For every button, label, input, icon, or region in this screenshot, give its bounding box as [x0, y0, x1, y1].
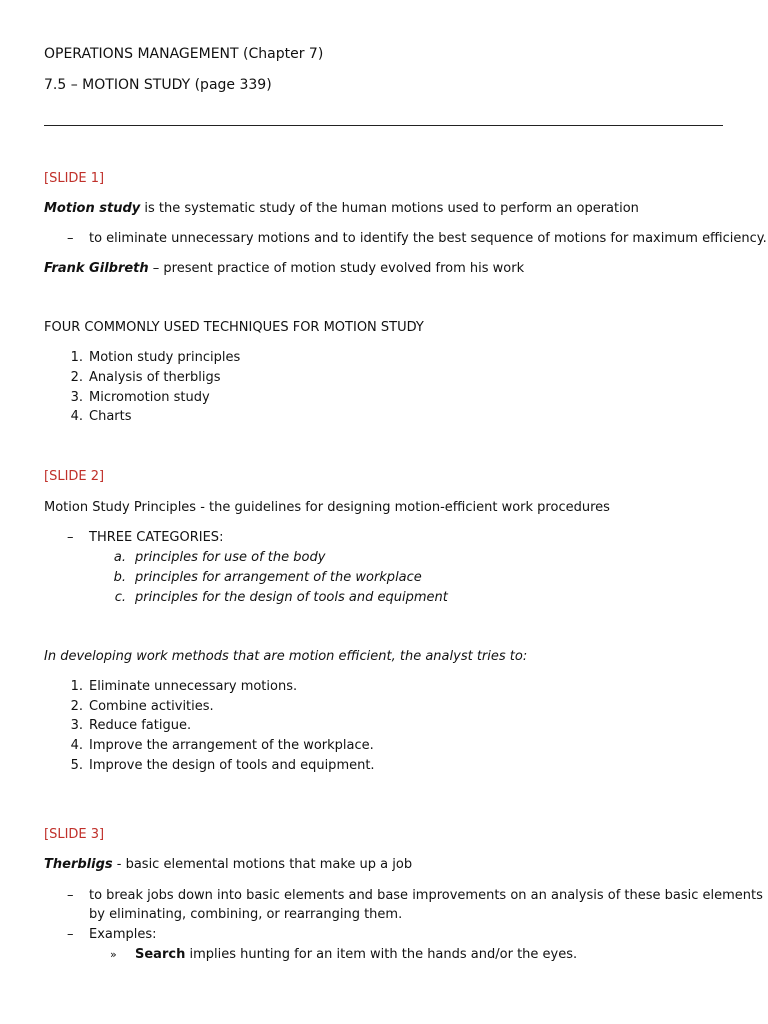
- categories-heading: THREE CATEGORIES:: [89, 530, 224, 545]
- bullet-text: to break jobs down into basic elements and base improvements on an analysis of these basic elements: [89, 888, 763, 903]
- list-item-text: Combine activities.: [89, 699, 214, 714]
- list-item-text: Motion study principles: [89, 350, 241, 365]
- list-item-text: Analysis of therbligs: [89, 370, 221, 385]
- therbligs-definition: [44, 856, 412, 873]
- list-item-text: Reduce fatigue.: [89, 718, 192, 733]
- principles-definition: [44, 499, 610, 516]
- document-title: OPERATIONS MANAGEMENT (Chapter 7): [44, 46, 324, 62]
- raquo-bullet-icon: »: [110, 948, 117, 961]
- intro-paragraph: In developing work methods that are motion efficient, the analyst tries to:: [44, 649, 528, 664]
- definition-text: – present practice of motion study evolved from his work: [148, 261, 525, 276]
- document-page: OPERATIONS MANAGEMENT (Chapter 7) 7.5 – MOTION STUDY (page 339) [SLIDE 1] Motion study is the systematic study of the human motions used to perform an operation – to eliminate unnecessary motions and to identify the best sequence of motions for maximum efficiency. Frank Gilbreth – present practice of motion study evolved from his work FOUR COMMONLY USED TECHNIQUES FOR MOTION STUDY 1. Motion study principles 2. Analysis of therbligs 3. Micromotion study 4. Charts [SLIDE 2] Motion Study Principles - the guidelines for designing motion-efficient work procedures – THREE CATEGORIES: a. principles for use of the body b. principles for arrangement of the workplace c. principles for the design of tools and equipment In developing work methods that are motion efficient, the analyst tries to: 1. Eliminate unnecessary motions. 2. Combine activities. 3. Reduce fatigue. 4. Improve the arrangement of the workplace. 5. Improve the design of tools and equipment. [SLIDE 3] Therbligs - basic elemental motions that make up a job – to break jobs down into basic elements and base improvements on an analysis of these basic elements by eliminating, combining, or rearranging them. – Examples: » Search implies hunting for an item with the hands and/or the eyes.: [44, 46, 767, 962]
- bullet-text: to eliminate unnecessary motions and to identify the best sequence of motions for maximum efficiency.: [89, 231, 767, 246]
- example-text: [135, 946, 577, 963]
- dash-bullet-icon: –: [67, 927, 74, 942]
- dash-bullet-icon: –: [67, 231, 74, 246]
- definition-text: - the guidelines for designing motion-efficient work procedures: [196, 500, 610, 515]
- list-item-text: Eliminate unnecessary motions.: [89, 679, 298, 694]
- term: Frank Gilbreth: [44, 261, 149, 276]
- techniques-heading: FOUR COMMONLY USED TECHNIQUES FOR MOTION STUDY: [44, 320, 424, 335]
- sub-list-text: principles for the design of tools and equipment: [135, 590, 448, 605]
- list-item-text: Micromotion study: [89, 390, 210, 405]
- list-item-text: Improve the arrangement of the workplace.: [89, 738, 374, 753]
- sub-list-text: principles for arrangement of the workplace: [135, 570, 422, 585]
- list-item-text: Improve the design of tools and equipment.: [89, 758, 375, 773]
- sub-list-text: principles for use of the body: [135, 550, 326, 565]
- horizontal-rule: [44, 125, 723, 126]
- dash-bullet-icon: –: [67, 530, 74, 545]
- slide-2-label: [SLIDE 2]: [44, 469, 105, 484]
- slide-3-label: [SLIDE 3]: [44, 827, 105, 842]
- bullet-text: Examples:: [89, 927, 157, 942]
- motion-study-definition: [44, 200, 639, 217]
- term: Search: [135, 947, 186, 962]
- bullet-text: by eliminating, combining, or rearranging them.: [89, 907, 403, 922]
- term: Motion study: [44, 201, 141, 216]
- gilbreth-definition: [44, 260, 524, 277]
- dash-bullet-icon: –: [67, 888, 74, 903]
- definition-text: implies hunting for an item with the hands and/or the eyes.: [185, 947, 578, 962]
- document-subtitle: 7.5 – MOTION STUDY (page 339): [44, 77, 272, 93]
- slide-1-label: [SLIDE 1]: [44, 171, 105, 186]
- term: Therbligs: [44, 857, 113, 872]
- term: Motion Study Principles: [44, 500, 197, 515]
- definition-text: - basic elemental motions that make up a job: [112, 857, 413, 872]
- list-item-text: Charts: [89, 409, 132, 424]
- definition-text: is the systematic study of the human motions used to perform an operation: [140, 201, 639, 216]
